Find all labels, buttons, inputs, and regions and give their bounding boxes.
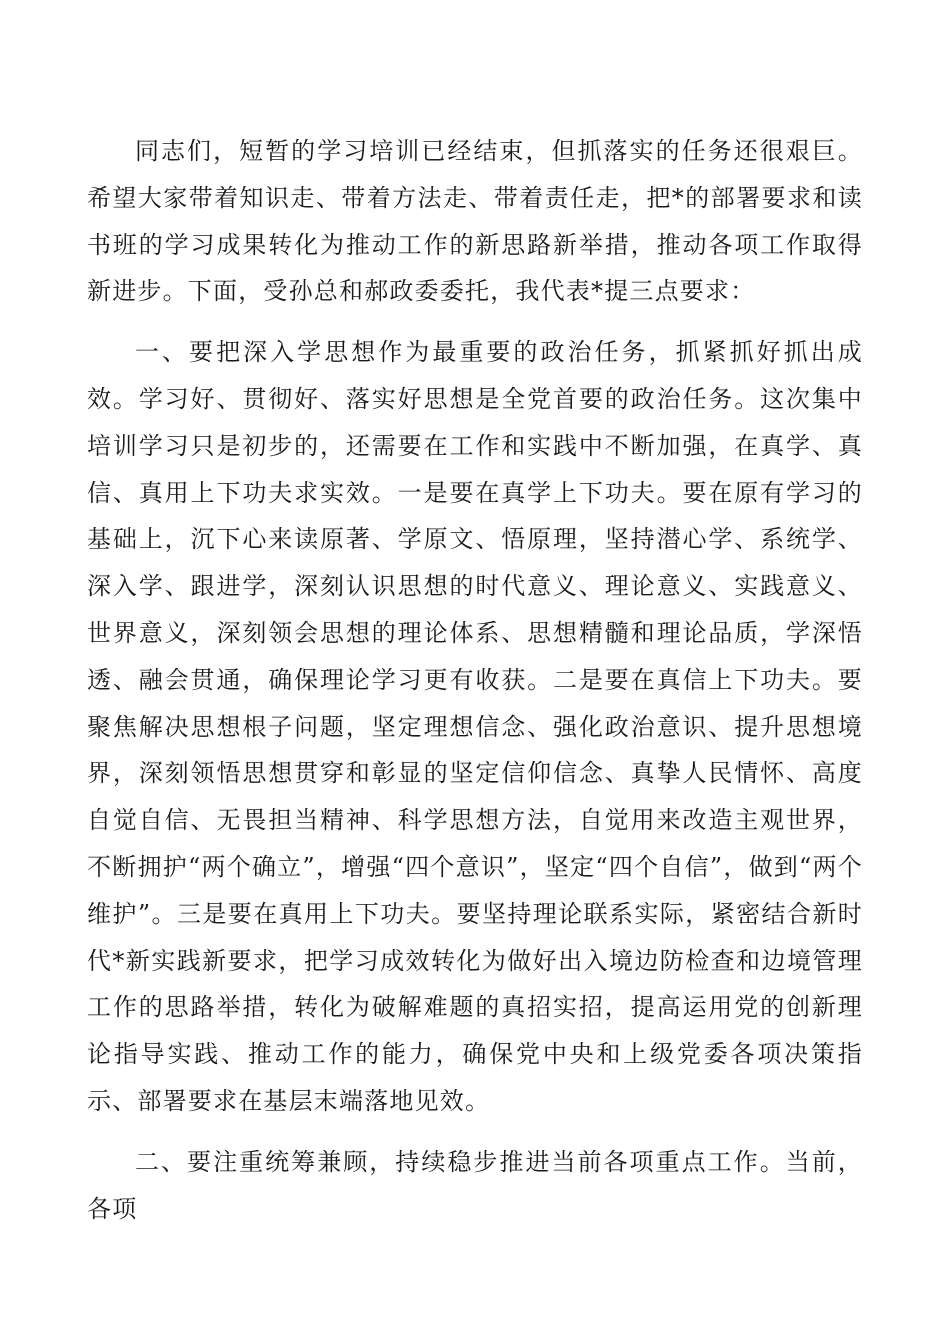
paragraph-point-one: 一、要把深入学思想作为最重要的政治任务，抓紧抓好抓出成效。学习好、贯彻好、落实好思想是全党首要的政治任务。这次集中培训学习只是初步的，还需要在工作和实践中不断加强，在真学、真信、真用上下功夫求实效。一是要在真学上下功夫。要在原有学习的基础上，沉下心来读原著、学原文、悟原理，坚持潜心学、系统学、深入学、跟进学，深刻认识思想的时代意义、理论意义、实践意义、世界意义，深刻领会思想的理论体系、思想精髓和理论品质，学深悟透、融会贯通，确保理论学习更有收获。二是要在真信上下功夫。要聚焦解决思想根子问题，坚定理想信念、强化政治意识、提升思想境界，深刻领悟思想贯穿和彰显的坚定信仰信念、真挚人民情怀、高度自觉自信、无畏担当精神、科学思想方法，自觉用来改造主观世界，不断拥护“两个确立”，增强“四个意识”，坚定“四个自信”，做到“两个维护”。三是要在真用上下功夫。要坚持理论联系实际，紧密结合新时代*新实践新要求，把学习成效转化为做好出入境边防检查和边境管理工作的思路举措，转化为破解难题的真招实招，提高运用党的创新理论指导实践、推动工作的能力，确保党中央和上级党委各项决策指示、部署要求在基层末端落地见效。 [87,338,863,1115]
paragraph-gap [87,315,863,329]
paragraph-gap [87,1125,863,1139]
document-page [87,128,863,1232]
paragraph-intro: 同志们，短暂的学习培训已经结束，但抓落实的任务还很艰巨。希望大家带着知识走、带着方法走、带着责任走，把*的部署要求和读书班的学习成果转化为推动工作的新思路新举措，推动各项工作取得新进步。下面，受孙总和郝政委委托，我代表*提三点要求： [87,137,863,306]
paragraph-point-two: 二、要注重统筹兼顾，持续稳步推进当前各项重点工作。当前，各项 [87,1147,863,1223]
